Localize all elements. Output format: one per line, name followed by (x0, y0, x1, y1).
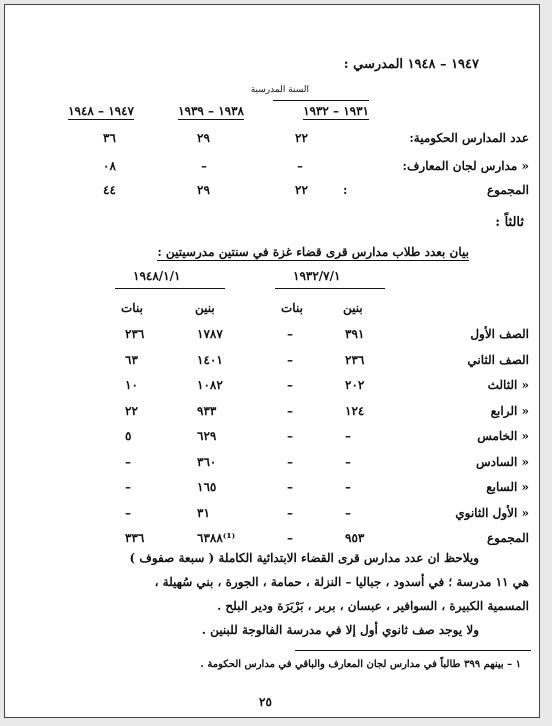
section-heading: ثالثاً : (495, 215, 524, 230)
row-label-total: المجموع (487, 183, 529, 197)
cell-value: ٢٠٢ (345, 378, 365, 392)
cell-value: – (287, 454, 293, 469)
cell-value: ٢٢ (295, 131, 308, 145)
cell-value: ٢٩ (197, 131, 210, 145)
cell-value: – (287, 378, 293, 392)
cell-value: ١٠ (125, 378, 138, 392)
cell-value: ٩٥٣ (345, 531, 365, 545)
paragraph-line-2: هي ١١ مدرسة ؛ في أسدود ، جباليا – النزلة ، حمامة ، الجورة ، بني سُهيلة ، (154, 575, 529, 589)
period-1931: ١٩٣١ – ١٩٣٢ (303, 104, 369, 118)
paragraph-line-4: ولا يوجد صف ثانوي أول إلا في مدرسة الفالوجة للبنين . (201, 623, 479, 637)
cell-value: ٢٣٦ (345, 352, 365, 367)
paragraph-line-1: ويلاحظ ان عدد مدارس قرى القضاء الابتدائية الكاملة ( سبعة صفوف ) (129, 551, 479, 565)
date-underline-1932 (275, 288, 385, 289)
row-label: « السابع (486, 480, 529, 494)
row-label: المجموع (487, 531, 529, 545)
cell-value: – (287, 531, 293, 545)
cell-value: – (287, 352, 293, 367)
cell-value: – (125, 505, 131, 520)
col-header-boys-1932: بنين (343, 301, 363, 315)
cell-value: ١٦٥ (197, 480, 217, 494)
cell-value: – (345, 454, 351, 469)
page-number: ٢٥ (259, 695, 272, 709)
period-1938: ١٩٣٨ – ١٩٣٩ (178, 104, 244, 118)
row-label: « الثالث (487, 378, 529, 392)
cell-value: ٣٣٦ (125, 531, 145, 545)
row-label: « السادس (475, 454, 529, 469)
cell-value: ٢٢ (295, 183, 308, 197)
cell-value: ⁽¹⁾٦٣٨٨ (197, 531, 236, 545)
cell-value: – (297, 159, 303, 173)
date-1948: ١٩٤٨/١/١ (133, 269, 181, 283)
cell-value: – (287, 429, 293, 443)
cell-value: – (201, 159, 207, 173)
cell-value: – (125, 480, 131, 494)
total-colon: : (343, 183, 348, 197)
cell-value: ٩٣٣ (197, 403, 217, 418)
row-label: « الخامس (477, 429, 529, 443)
cell-value: ٥ (125, 429, 132, 443)
cell-value: – (345, 429, 351, 443)
cell-value: ٢٩ (197, 183, 210, 197)
cell-value: ٢٢ (125, 403, 138, 418)
cell-value: ٤٤ (103, 183, 116, 197)
row-label-committees: « مدارس لجان المعارف: (402, 159, 529, 173)
school-year-label: السنة المدرسية (250, 85, 309, 95)
period-1947: ١٩٤٧ – ١٩٤٨ (68, 104, 134, 118)
col-header-boys-1948: بنين (195, 301, 215, 315)
col-header-girls-1932: بنات (281, 301, 303, 315)
cell-value: ١٠٨٢ (197, 378, 223, 392)
cell-value: ٢٣٦ (125, 327, 145, 341)
cell-value: ٦٢٩ (197, 429, 217, 443)
cell-value: ٠٨ (103, 159, 116, 173)
date-1932: ١٩٣٢/٧/١ (293, 269, 341, 283)
cell-value: ١٧٨٧ (197, 327, 223, 341)
cell-value: ٣١ (197, 505, 210, 520)
footnote-rule (295, 650, 531, 651)
paragraph-line-3: المسمية الكبيرة ، السوافير ، عبسان ، بربر ، بَرْبَرَة ودير البلح . (217, 599, 529, 613)
row-label: الصف الأول (470, 327, 529, 341)
footnote: ١ – بينهم ٣٩٩ طالباً في مدارس لجان المعارف والباقي في مدارس الحكومة . (200, 659, 521, 670)
cell-value: – (287, 505, 293, 520)
cell-value: – (287, 480, 293, 494)
cell-value: ١٤٠١ (197, 352, 223, 367)
row-label: الصف الثاني (467, 352, 529, 367)
cell-value: ١٢٤ (345, 403, 365, 418)
school-year-underline (273, 100, 369, 101)
cell-value: ٣٩١ (345, 327, 365, 341)
cell-value: – (287, 403, 293, 418)
cell-value: – (125, 454, 131, 469)
section-statement: بيان بعدد طلاب مدارس قرى قضاء غزة في سنتين مدرسيتين : (157, 245, 469, 259)
cell-value: – (345, 505, 351, 520)
years-title: ١٩٤٧ – ١٩٤٨ المدرسي : (343, 57, 479, 72)
date-underline-1948 (115, 288, 225, 289)
row-label: « الأول الثانوي (455, 505, 529, 520)
cell-value: ٦٣ (125, 352, 138, 367)
row-label-government: عدد المدارس الحكومية: (409, 131, 529, 145)
col-header-girls-1948: بنات (121, 301, 143, 315)
row-label: « الرابع (490, 403, 529, 418)
document-page (4, 4, 540, 718)
cell-value: ٣٦٠ (197, 454, 217, 469)
cell-value: – (287, 327, 293, 341)
cell-value: – (345, 480, 351, 494)
cell-value: ٣٦ (103, 131, 116, 145)
